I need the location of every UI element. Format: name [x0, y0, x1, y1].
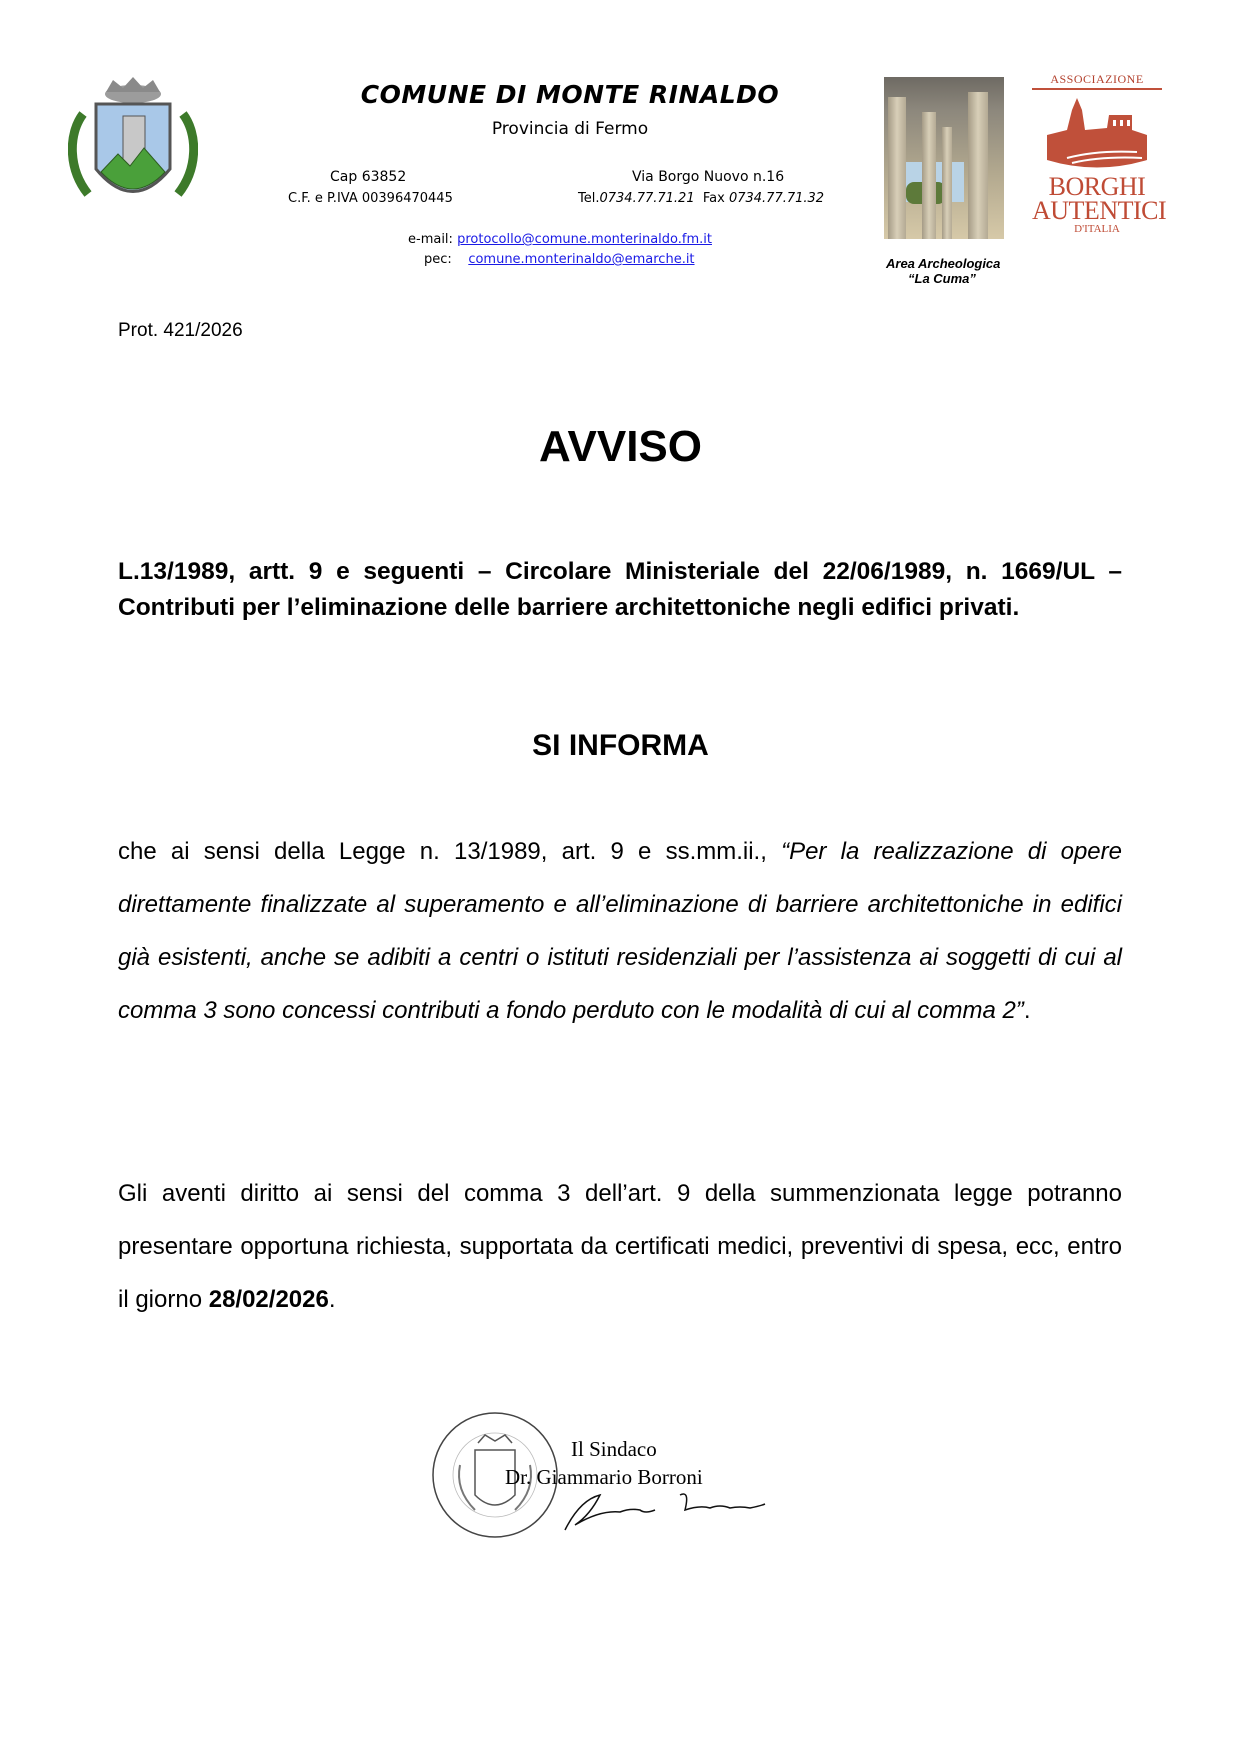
paragraph-end: .	[1023, 997, 1031, 1024]
borghi-autentici-logo	[1032, 72, 1167, 242]
email-label: e-mail:	[408, 232, 453, 247]
photo-caption	[886, 256, 1036, 286]
email-line	[408, 232, 712, 247]
phone-fax-line	[578, 191, 824, 206]
logo-word-autentici: AUTENTICI	[1032, 196, 1167, 225]
paragraph-application	[118, 1167, 1122, 1326]
photo-caption-line2: “La Cuma”	[908, 271, 976, 286]
photo-caption-line1: Area Archeologica	[886, 256, 1001, 271]
photo-column	[888, 97, 906, 239]
pec-label: pec:	[424, 252, 452, 267]
tel-label: Tel.	[578, 191, 600, 206]
handwritten-signature-icon	[560, 1480, 800, 1540]
tel-number: 0734.77.71.21	[599, 191, 695, 206]
logo-association-label: ASSOCIAZIONE	[1032, 72, 1162, 90]
province-label: Provincia di Fermo	[491, 119, 649, 139]
photo-column	[942, 127, 952, 239]
photo-column	[968, 92, 988, 239]
logo-word-italia: D'ITALIA	[1074, 223, 1120, 235]
pec-line	[424, 252, 695, 267]
law-quotation: “Per la realizzazione di opere direttamente finalizzate al superamento e all’eliminazione di barriere architettoniche in edifici già esistenti, anche se adibiti a centri o istituti residenziali per l’assistenza ai soggetti di cui al comma 3 sono concessi contributi a fondo perduto con le modalità di cui al comma 2”	[118, 838, 1122, 1024]
tax-id: C.F. e P.IVA 00396470445	[288, 191, 453, 206]
postal-code: Cap 63852	[330, 169, 407, 185]
archaeological-site-photo	[884, 77, 1004, 239]
pec-link[interactable]: comune.monterinaldo@emarche.it	[468, 252, 695, 267]
mayor-role: Il Sindaco	[571, 1437, 657, 1461]
village-skyline-icon	[1037, 90, 1157, 170]
paragraph-law-quote	[118, 825, 1122, 1037]
protocol-number: Prot. 421/2026	[118, 320, 243, 341]
application-text: Gli aventi diritto ai sensi del comma 3 dell’art. 9 della summenzionata legge potranno presentare opportuna richiesta, supportata da certificati medici, preventivi di spesa, ecc, entro il giorno	[118, 1180, 1122, 1313]
fax-number: 0734.77.71.32	[728, 191, 825, 206]
coat-of-arms-icon	[68, 74, 198, 224]
logo-word-borghi: BORGHI	[1048, 172, 1146, 201]
inform-subheading: SI INFORMA	[532, 729, 709, 762]
paragraph-intro: che ai sensi della Legge n. 13/1989, art. 9 e ss.mm.ii.,	[118, 838, 782, 865]
municipality-title: COMUNE DI MONTE RINALDO	[360, 80, 780, 109]
address: Via Borgo Nuovo n.16	[632, 169, 785, 185]
deadline-date: 28/02/2026	[208, 1286, 329, 1313]
paragraph-end: .	[328, 1286, 336, 1313]
fax-label: Fax	[702, 191, 725, 206]
mayor-name: Dr. Giammario Borroni	[505, 1465, 703, 1489]
email-link[interactable]: protocollo@comune.monterinaldo.fm.it	[457, 232, 712, 247]
notice-heading: AVVISO	[538, 422, 702, 471]
photo-column	[922, 112, 936, 239]
notice-subject: L.13/1989, artt. 9 e seguenti – Circolare Ministeriale del 22/06/1989, n. 1669/UL – Contributi per l’eliminazione delle barriere architettoniche negli edifici privati.	[118, 558, 1122, 621]
